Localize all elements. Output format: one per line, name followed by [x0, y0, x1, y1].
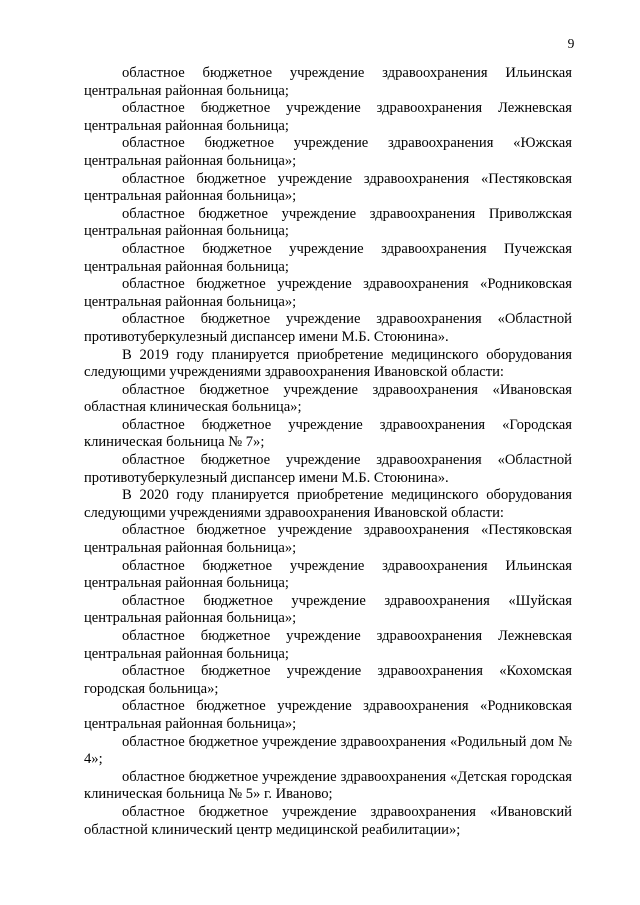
paragraph: областное бюджетное учреждение здравоохранения «Ивановская областная клиническая больница»;	[84, 381, 572, 416]
paragraph: областное бюджетное учреждение здравоохранения Ильинская центральная районная больница;	[84, 557, 572, 592]
paragraph: областное бюджетное учреждение здравоохранения «Детская городская клиническая больница № 5» г. Иваново;	[84, 768, 572, 803]
paragraph: областное бюджетное учреждение здравоохранения «Южская центральная районная больница»;	[84, 135, 572, 169]
paragraph: областное бюджетное учреждение здравоохранения Пучежская центральная районная больница;	[84, 240, 572, 275]
paragraph: областное бюджетное учреждение здравоохранения Лежневская центральная районная больница;	[84, 628, 572, 662]
paragraph: областное бюджетное учреждение здравоохранения «Родильный дом № 4»;	[84, 733, 572, 768]
paragraph: областное бюджетное учреждение здравоохранения «Родниковская центральная районная больница»;	[84, 276, 572, 310]
paragraph: областное бюджетное учреждение здравоохранения «Шуйская центральная районная больница»;	[84, 592, 572, 627]
paragraph: областное бюджетное учреждение здравоохранения «Областной противотуберкулезный диспансер имени М.Б. Стоюнина».	[84, 311, 572, 345]
paragraph: областное бюджетное учреждение здравоохранения Приволжская центральная районная больница;	[84, 205, 572, 240]
paragraph-year-2019: В 2019 году планируется приобретение медицинского оборудования следующими учреждениями здравоохранения Ивановской области:	[84, 346, 572, 381]
paragraph: областное бюджетное учреждение здравоохранения «Городская клиническая больница № 7»;	[84, 416, 572, 451]
paragraph: областное бюджетное учреждение здравоохранения «Родниковская центральная районная больница»;	[84, 698, 572, 732]
paragraph: областное бюджетное учреждение здравоохранения «Кохомская городская больница»;	[84, 663, 572, 697]
paragraph: областное бюджетное учреждение здравоохранения «Пестяковская центральная районная больница»;	[84, 522, 572, 557]
paragraph: областное бюджетное учреждение здравоохранения «Ивановский областной клинический центр медицинской реабилитации»;	[84, 803, 572, 838]
paragraph: областное бюджетное учреждение здравоохранения Лежневская центральная районная больница;	[84, 100, 572, 134]
paragraph: областное бюджетное учреждение здравоохранения «Областной противотуберкулезный диспансер имени М.Б. Стоюнина».	[84, 452, 572, 486]
paragraph-year-2020: В 2020 году планируется приобретение медицинского оборудования следующими учреждениями здравоохранения Ивановской области:	[84, 487, 572, 521]
document-body	[84, 65, 572, 839]
paragraph: областное бюджетное учреждение здравоохранения «Пестяковская центральная районная больница»;	[84, 170, 572, 205]
paragraph: областное бюджетное учреждение здравоохранения Ильинская центральная районная больница;	[84, 65, 572, 99]
page-number: 9	[567, 36, 575, 51]
